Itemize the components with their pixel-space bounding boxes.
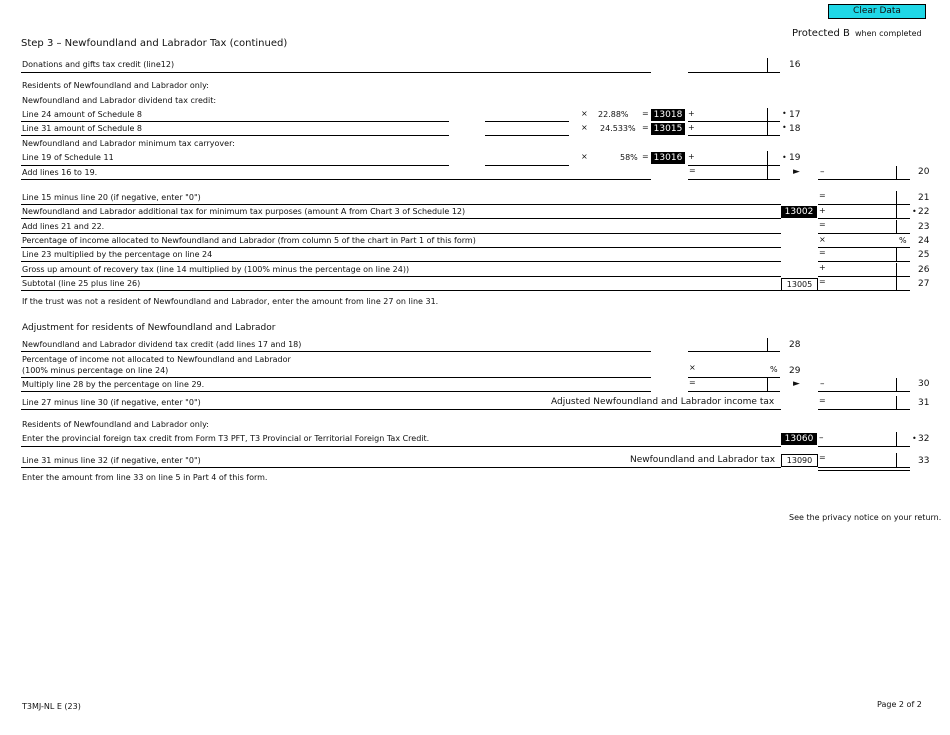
line32-label: Enter the provincial foreign tax credit from Form T3 PFT, T3 Provincial or Territorial Foreign Tax Credit. (22, 434, 430, 443)
line24-label: Percentage of income allocated to Newfoundland and Labrador (from column 5 of the chart in Part 1 of this form) (22, 236, 476, 245)
line31-rule (21, 409, 781, 410)
line29-times: × (689, 363, 696, 372)
line17-number: 17 (789, 110, 801, 120)
line21-equals: = (819, 191, 826, 200)
line33-right-label: Newfoundland and Labrador tax (630, 455, 776, 465)
line29-label-2: (100% minus percentage on line 24) (22, 366, 169, 375)
line22-plus: + (819, 206, 826, 215)
line17-times: × (581, 109, 588, 118)
line33-label: Line 31 minus line 32 (if negative, enter "0") (22, 456, 201, 465)
line32-divider (896, 432, 897, 446)
line29-rule (21, 377, 651, 378)
line18-equals: = (642, 123, 649, 132)
form-id: T3MJ-NL E (23) (22, 702, 81, 711)
line31-right-label: Adjusted Newfoundland and Labrador income tax (551, 397, 775, 407)
line23-number: 23 (918, 222, 930, 232)
line17-label: Line 24 amount of Schedule 8 (22, 110, 142, 119)
line18-rate: 24.533% (600, 124, 636, 133)
line32-minus: – (819, 433, 824, 443)
min-tax-carryover-heading: Newfoundland and Labrador minimum tax carryover: (22, 139, 235, 148)
line31-equals: = (819, 396, 826, 405)
line29-percent: % (770, 365, 778, 374)
line18-label: Line 31 amount of Schedule 8 (22, 124, 142, 133)
line27-number: 27 (918, 279, 930, 289)
line17-rate: 22.88% (598, 110, 629, 119)
protected-note: when completed (855, 29, 922, 38)
line19-times: × (581, 152, 588, 161)
line30-equals: = (689, 378, 696, 387)
line19-plus: + (688, 152, 695, 161)
line26-label: Gross up amount of recovery tax (line 14 multiplied by (100% minus the percentage on line 24)) (22, 265, 410, 274)
line29-label-1: Percentage of income not allocated to Newfoundland and Labrador (22, 355, 291, 364)
line30-right-divider (896, 378, 897, 392)
privacy-notice: See the privacy notice on your return. (789, 513, 942, 522)
line22-label: Newfoundland and Labrador additional tax for minimum tax purposes (amount A from Chart 3 of Schedule 12) (22, 207, 466, 216)
line20-minus: – (820, 167, 825, 177)
protected-label (792, 21, 922, 40)
clear-data-button[interactable]: Clear Data (828, 4, 926, 19)
line24-number: 24 (918, 236, 930, 246)
line33-field[interactable] (818, 467, 910, 468)
nonresident-note: If the trust was not a resident of Newfoundland and Labrador, enter the amount from line 27 on line 31. (22, 297, 439, 306)
line19-amount-field[interactable] (485, 165, 569, 166)
line18-times: × (581, 123, 588, 132)
line32-field[interactable] (818, 446, 910, 447)
line27-divider (896, 277, 897, 291)
line31-label: Line 27 minus line 30 (if negative, enter "0") (22, 398, 201, 407)
step-title: Step 3 – Newfoundland and Labrador Tax (continued) (21, 38, 288, 49)
residents-only-text: Residents of Newfoundland and Labrador only: (22, 81, 209, 90)
line17-amount-field[interactable] (485, 121, 569, 122)
line21-number: 21 (918, 193, 930, 203)
line26-number: 26 (918, 265, 930, 275)
line17-equals: = (642, 109, 649, 118)
line33-double-rule (818, 470, 910, 471)
line19-label: Line 19 of Schedule 11 (22, 153, 114, 162)
line18-divider (767, 122, 768, 136)
line20-arrow-icon: ► (793, 167, 800, 177)
line25-equals: = (819, 248, 826, 257)
line25-number: 25 (918, 250, 930, 260)
line30-rule (21, 391, 651, 392)
line19-number: 19 (789, 153, 801, 163)
line32-code: 13060 (781, 433, 817, 445)
page-number: Page 2 of 2 (877, 700, 922, 709)
line20-number: 20 (918, 167, 930, 177)
line23-equals: = (819, 220, 826, 229)
line33-divider (896, 453, 897, 467)
line29-number: 29 (789, 366, 801, 376)
line25-label: Line 23 multiplied by the percentage on line 24 (22, 250, 213, 259)
line19-code: 13016 (651, 152, 685, 164)
line23-rule (21, 233, 781, 234)
line17-plus: + (688, 109, 695, 118)
line20-equals: = (689, 166, 696, 175)
line28-label: Newfoundland and Labrador dividend tax credit (add lines 17 and 18) (22, 340, 302, 349)
line19-equals: = (642, 152, 649, 161)
line25-divider (896, 248, 897, 262)
line18-bullet: • (782, 123, 787, 132)
line19-rate: 58% (620, 153, 638, 162)
line28-rule (21, 351, 651, 352)
line32-number: 32 (918, 434, 930, 444)
line20-label: Add lines 16 to 19. (22, 168, 98, 177)
residents-only-text-2: Residents of Newfoundland and Labrador only: (22, 420, 209, 429)
line19-rule (21, 165, 449, 166)
line28-number: 28 (789, 340, 801, 350)
line33-equals: = (819, 453, 826, 462)
line27-label: Subtotal (line 25 plus line 26) (22, 279, 141, 288)
line22-bullet: • (912, 207, 917, 216)
protected-b: Protected B (792, 28, 850, 39)
line33-rule (21, 467, 781, 468)
line33-number: 33 (918, 456, 930, 466)
dividend-credit-heading: Newfoundland and Labrador dividend tax credit: (22, 96, 217, 105)
line20-right-divider (896, 166, 897, 180)
line30-minus: – (820, 379, 825, 389)
line21-rule (21, 204, 781, 205)
line25-rule (21, 261, 781, 262)
line31-divider (896, 396, 897, 410)
line23-divider (896, 220, 897, 234)
line28-divider (767, 338, 768, 352)
line21-label: Line 15 minus line 20 (if negative, enter "0") (22, 193, 201, 202)
line27-code: 13005 (781, 278, 818, 291)
line22-divider (896, 205, 897, 219)
line16-rule (21, 72, 651, 73)
line33-code: 13090 (781, 454, 818, 467)
line24-rule (21, 247, 781, 248)
line17-rule (21, 121, 449, 122)
line16-number: 16 (789, 60, 801, 70)
line18-plus: + (688, 123, 695, 132)
adjustment-heading: Adjustment for residents of Newfoundland and Labrador (22, 323, 276, 333)
line20-rule (21, 179, 651, 180)
line22-code: 13002 (781, 206, 817, 218)
line26-plus: + (819, 263, 826, 272)
line19-bullet: • (782, 153, 787, 162)
line26-divider (896, 263, 897, 277)
line32-bullet: • (912, 434, 917, 443)
line17-code: 13018 (651, 109, 685, 121)
line16-label: Donations and gifts tax credit (line12) (22, 60, 175, 69)
line22-rule (21, 218, 781, 219)
line18-amount-field[interactable] (485, 135, 569, 136)
line27-rule (21, 290, 781, 291)
line17-divider (767, 108, 768, 122)
line20-divider (767, 166, 768, 180)
line27-equals: = (819, 277, 826, 286)
line30-number: 30 (918, 379, 930, 389)
line30-arrow-icon: ► (793, 379, 800, 389)
line19-divider (767, 151, 768, 165)
line18-code: 13015 (651, 123, 685, 135)
line16-divider (767, 58, 768, 72)
line18-rule (21, 135, 449, 136)
line17-bullet: • (782, 109, 787, 118)
line26-rule (21, 276, 781, 277)
line24-percent: % (899, 236, 907, 245)
line32-rule (21, 446, 781, 447)
line30-divider (767, 378, 768, 392)
line22-number: 22 (918, 207, 930, 217)
line18-number: 18 (789, 124, 801, 134)
line16-field[interactable] (688, 72, 780, 73)
line31-number: 31 (918, 398, 930, 408)
line21-divider (896, 191, 897, 205)
final-note: Enter the amount from line 33 on line 5 in Part 4 of this form. (22, 473, 268, 482)
line30-label: Multiply line 28 by the percentage on line 29. (22, 380, 205, 389)
line23-label: Add lines 21 and 22. (22, 222, 105, 231)
line24-times: × (819, 235, 826, 244)
